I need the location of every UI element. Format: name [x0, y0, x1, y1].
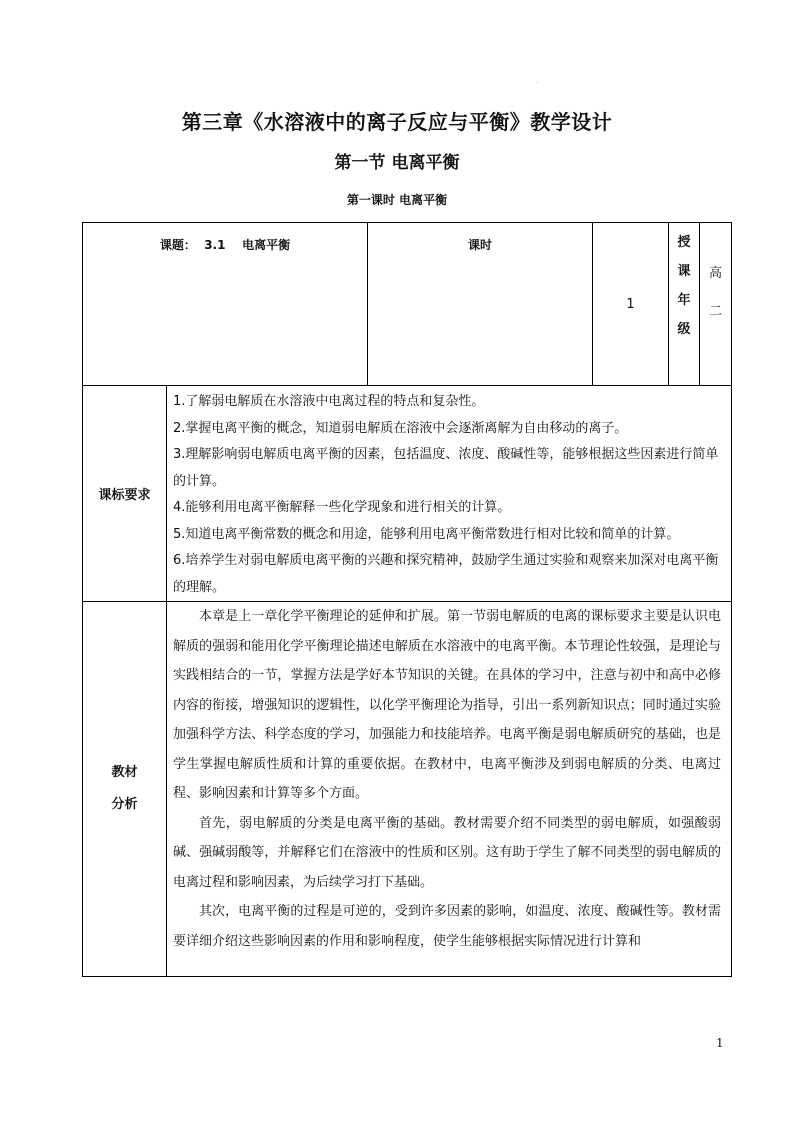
- section-title: 第一节 电离平衡: [334, 153, 460, 173]
- analysis-body: [167, 602, 732, 977]
- table-row-analysis: [83, 602, 732, 977]
- grade-label-char: 授: [677, 235, 691, 250]
- lesson-plan-table: [82, 222, 732, 977]
- analysis-paragraph: 其次，电离平衡的过程是可逆的，受到许多因素的影响，如温度、浓度、酸碱性等。教材需要详细介绍这些影响因素的作用和影响程度，使学生能够根据实际情况进行计算和: [173, 904, 722, 949]
- requirements-list: [167, 386, 732, 602]
- grade-label-char: 年: [677, 293, 691, 308]
- hours-label-cell: [368, 223, 593, 386]
- table-row-header: [83, 223, 732, 386]
- grade-label-char: 级: [677, 322, 691, 337]
- requirement-item: 2.掌握电离平衡的概念，知道弱电解质在溶液中会逐渐离解为自由移动的离子。: [173, 420, 628, 436]
- analysis-paragraph: 本章是上一章化学平衡理论的延伸和扩展。第一节弱电解质的电离的课标要求主要是认识电解质的强弱和能用化学平衡理论描述电解质在水溶液中的电离平衡。本节理论性较强，是理论与实践相结合的一节，掌握方法是学好本节知识的关键。在具体的学习中，注意与初中和高中必修内容的衔接，增强知识的逻辑性，以化学平衡理论为指导，引出一系列新知识点；同时通过实验加强科学方法、科学态度的学习，加强能力和技能培养。电离平衡是弱电解质研究的基础，也是学生掌握电解质性质和计算的重要依据。在教材中，电离平衡涉及到弱电解质的分类、电离过程、影响因素和计算等多个方面。: [173, 609, 722, 801]
- grade-value-char: 高: [709, 266, 723, 281]
- table-row-requirements: [83, 386, 732, 602]
- document-title: 第三章《水溶液中的离子反应与平衡》教学设计: [181, 110, 613, 134]
- requirement-item: 5.知道电离平衡常数的概念和用途，能够利用电离平衡常数进行相对比较和简单的计算。: [173, 526, 680, 542]
- grade-label-char: 课: [677, 264, 691, 279]
- requirement-item: 4.能够利用电离平衡解释一些化学现象和进行相关的计算。: [173, 500, 511, 515]
- grade-label-cell: [669, 223, 700, 386]
- hours-value: 1: [593, 223, 669, 386]
- analysis-label: [83, 602, 167, 977]
- grade-value-char: 二: [709, 304, 723, 319]
- grade-value-cell: [700, 223, 732, 386]
- analysis-paragraph: 首先，弱电解质的分类是电离平衡的基础。教材需要介绍不同类型的弱电解质，如强酸弱碱、强碱弱酸等，并解释它们在溶液中的性质和区别。这有助于学生了解不同类型的弱电解质的电离过程和影响因素，为后续学习打下基础。: [173, 815, 722, 890]
- requirements-label: 课标要求: [83, 386, 167, 602]
- requirement-item: 6.培养学生对弱电解质电离平衡的兴趣和探究精神，鼓励学生通过实验和观察来加深对电离平衡的理解。: [173, 553, 719, 595]
- hours-label: 课时: [468, 238, 493, 252]
- analysis-label-line: 分析: [111, 797, 138, 812]
- requirement-item: 3.理解影响弱电解质电离平衡的因素，包括温度、浓度、酸碱性等，能够根据这些因素进行简单的计算。: [173, 447, 719, 489]
- topic-cell: [83, 223, 368, 386]
- requirement-item: 1.了解弱电解质在水溶液中电离过程的特点和复杂性。: [173, 394, 485, 409]
- topic-text: 课题： 3.1 电离平衡: [159, 238, 291, 252]
- analysis-label-line: 教材: [111, 765, 138, 780]
- lesson-title: 第一课时 电离平衡: [346, 193, 448, 207]
- analysis-text: [173, 602, 721, 976]
- header-mark: ·: [537, 80, 539, 87]
- page-number: 1: [716, 1036, 724, 1050]
